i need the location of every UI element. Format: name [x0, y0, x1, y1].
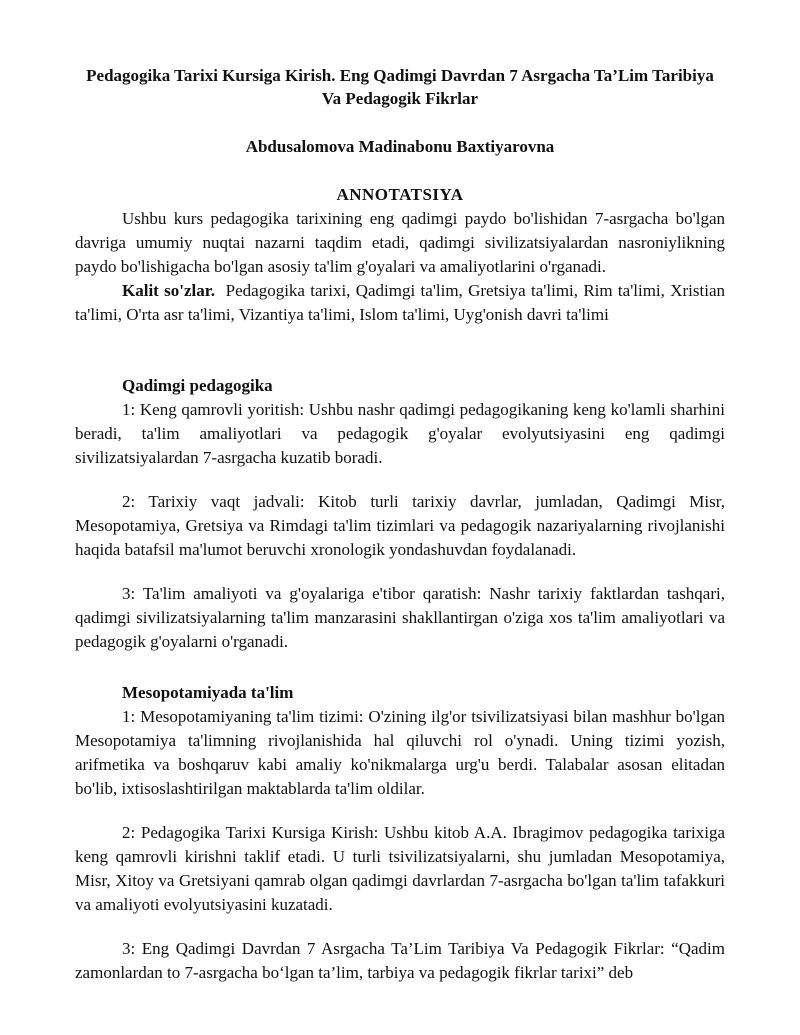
annotation-heading: ANNOTATSIYA: [336, 185, 464, 204]
section-paragraph: 1: Keng qamrovli yoritish: Ushbu nashr qadimgi pedagogikaning keng ko'lamli sharhini beradi, ta'lim amaliyotlari va pedagogik g'oyalar evolyutsiyasini eng qadimgi sivilizatsiyalardan 7-asrgacha kuzatib boradi.: [75, 400, 725, 467]
section-paragraph: 3: Eng Qadimgi Davrdan 7 Asrgacha Ta’Lim Taribiya Va Pedagogik Fikrlar: “Qadim zamonlardan to 7-asrgacha bo‘lgan ta’lim, tarbiya va pedagogik fikrlar tarixi” deb: [75, 939, 725, 982]
section-paragraph: 2: Pedagogika Tarixi Kursiga Kirish: Ushbu kitob A.A. Ibragimov pedagogika tarixiga keng qamrovli kirishni taklif etadi. U turli tsivilizatsiyalarni, shu jumladan Mesopotamiya, Misr, Xitoy va Gretsiyani qamrab olgan qadimgi davrlardan 7-asrgacha bo'lgan ta'lim tafakkuri va amaliyoti evolyutsiyasini kuzatadi.: [75, 823, 725, 914]
section-paragraph: 2: Tarixiy vaqt jadvali: Kitob turli tarixiy davrlar, jumladan, Qadimgi Misr, Mesopotamiya, Gretsiya va Rimdagi ta'lim tizimlari va pedagogik nazariyalarning rivojlanishi haqida batafsil ma'lumot beruvchi xronologik yondashuvdan foydalanadi.: [75, 492, 725, 559]
section-paragraph: 3: Ta'lim amaliyoti va g'oyalariga e'tibor qaratish: Nashr tarixiy faktlardan tashqari, qadimgi sivilizatsiyalarning ta'lim manzarasini shakllantirgan o'ziga xos ta'lim amaliyotlari va pedagogik g'oyalarni o'rganadi.: [75, 584, 725, 651]
author-name: Abdusalomova Madinabonu Baxtiyarovna: [245, 137, 555, 156]
spacer: [75, 917, 725, 937]
spacer: [75, 562, 725, 582]
section-heading: Mesopotamiyada ta'lim: [122, 683, 294, 702]
section-heading: Qadimgi pedagogika: [122, 376, 273, 395]
document-page: [75, 64, 725, 985]
spacer: [75, 801, 725, 821]
spacer: [75, 654, 725, 681]
section-paragraph: 1: Mesopotamiyaning ta'lim tizimi: O'zining ilg'or tsivilizatsiyasi bilan mashhur bo'lgan Mesopotamiya ta'limning rivojlanishida hal qiluvchi rol o'ynadi. Uning tizimi yozish, arifmetika va boshqaruv kabi amaliy ko'nikmalarga urg'u berdi. Talabalar asosan elitadan bo'lib, ixtisoslashtirilgan maktablarda ta'lim oldilar.: [75, 707, 725, 798]
annotation-text: Ushbu kurs pedagogika tarixining eng qadimgi paydo bo'lishidan 7-asrgacha bo'lgan davriga umumiy nuqtai nazarni taqdim etadi, qadimgi sivilizatsiyalardan nasroniylikning paydo bo'lishigacha bo'lgan asosiy ta'lim g'oyalari va amaliyotlarini o'rganadi.: [75, 209, 725, 276]
spacer: [75, 470, 725, 490]
spacer: [75, 327, 725, 374]
keywords-text: Pedagogika tarixi, Qadimgi ta'lim, Gretsiya ta'limi, Rim ta'limi, Xristian ta'limi, O'rta asr ta'limi, Vizantiya ta'limi, Islom ta'limi, Uyg'onish davri ta'limi: [75, 281, 725, 324]
keywords-label: Kalit so'zlar.: [122, 281, 215, 300]
keywords-paragraph: [75, 279, 725, 327]
document-title: Pedagogika Tarixi Kursiga Kirish. Eng Qadimgi Davrdan 7 Asrgacha Ta’Lim Taribiya Va Pedagogik Fikrlar: [86, 66, 714, 108]
